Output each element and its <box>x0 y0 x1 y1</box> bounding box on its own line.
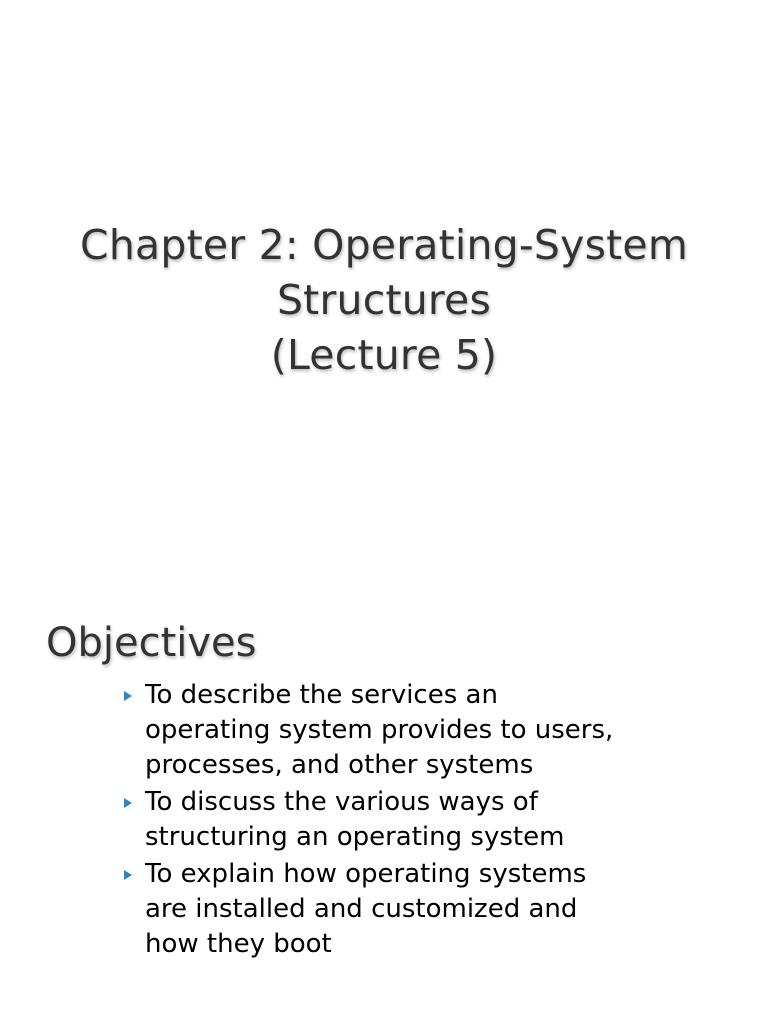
list-item <box>122 678 682 783</box>
title-line: Structures <box>276 276 492 324</box>
triangle-bullet-icon <box>124 798 132 808</box>
bullet-text-line: To describe the services an <box>145 680 498 710</box>
bullet-text-line: are installed and customized and <box>145 894 578 924</box>
slide-title <box>0 218 768 383</box>
bullet-text-line: structuring an operating system <box>145 822 565 852</box>
objectives-heading: Objectives <box>46 620 257 666</box>
triangle-bullet-icon <box>124 870 132 880</box>
bullet-text-line: To explain how operating systems <box>145 859 587 889</box>
bullet-text-line: To discuss the various ways of <box>145 787 538 817</box>
bullet-text-line: operating system provides to users, <box>145 715 614 745</box>
title-line: (Lecture 5) <box>270 331 498 379</box>
triangle-bullet-icon <box>124 691 132 701</box>
title-line: Chapter 2: Operating-System <box>80 221 688 269</box>
bullet-text-line: how they boot <box>145 929 332 959</box>
list-item <box>122 857 682 962</box>
bullet-text-line: processes, and other systems <box>145 750 534 780</box>
objectives-slide <box>0 560 768 1024</box>
objectives-list <box>122 678 682 964</box>
list-item <box>122 785 682 855</box>
